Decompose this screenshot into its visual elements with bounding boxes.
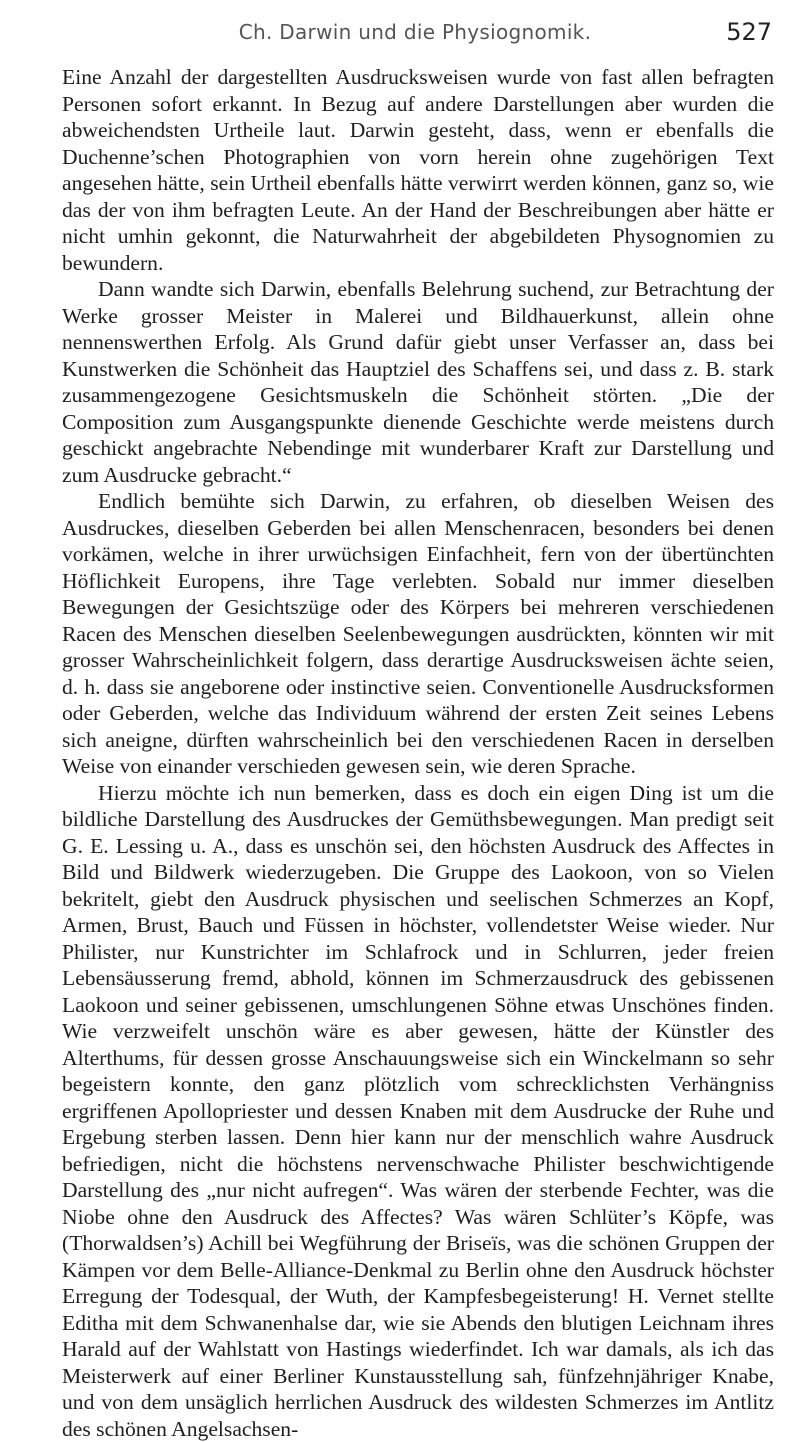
- paragraph: Endlich bemühte sich Darwin, zu erfahren, ob dieselben Weisen des Ausdruckes, dieselben Geberden bei allen Menschenracen, besonders bei denen vorkämen, welche in ihrer urwüchsigen Einfachheit, fern von der übertünchten Höflichkeit Europens, ihre Tage verlebten. Sobald nur immer dieselben Bewegungen der Gesichtszüge oder des Körpers bei mehreren verschiedenen Racen des Menschen dieselben Seelenbewegungen ausdrückten, könnten wir mit grosser Wahrscheinlichkeit folgern, dass derartige Ausdrucksweisen ächte seien, d. h. dass sie angeborene oder instinctive seien. Conventionelle Ausdrucksformen oder Geberden, welche das Individuum während der ersten Zeit seines Lebens sich aneigne, dürften wahrscheinlich bei den verschiedenen Racen in derselben Weise von einander verschieden gewesen sein, wie deren Sprache.: [62, 488, 774, 780]
- page-number: 527: [726, 18, 772, 46]
- body-text: [62, 64, 774, 1442]
- paragraph: Eine Anzahl der dargestellten Ausdrucksweisen wurde von fast allen befragten Personen sofort erkannt. In Bezug auf andere Darstellungen aber wurden die abweichendsten Urtheile laut. Darwin gesteht, dass, wenn er ebenfalls die Duchenne’schen Photographien von vorn herein ohne zugehörigen Text angesehen hätte, sein Urtheil ebenfalls hätte verwirrt werden können, ganz so, wie das der von ihm befragten Leute. An der Hand der Beschreibungen aber hätte er nicht umhin gekonnt, die Naturwahrheit der abgebildeten Physognomien zu bewundern.: [62, 64, 774, 276]
- paragraph: Hierzu möchte ich nun bemerken, dass es doch ein eigen Ding ist um die bildliche Darstellung des Ausdruckes der Gemüthsbewegungen. Man predigt seit G. E. Lessing u. A., dass es unschön sei, den höchsten Ausdruck des Affectes in Bild und Bildwerk wiederzugeben. Die Gruppe des Laokoon, von so Vielen bekritelt, giebt den Ausdruck physischen und seelischen Schmerzes an Kopf, Armen, Brust, Bauch und Füssen in höchster, vollendetster Weise wieder. Nur Philister, nur Kunstrichter im Schlafrock und in Schlurren, jeder freien Lebensäusserung fremd, abhold, können im Schmerzausdruck des gebissenen Laokoon und seiner gebissenen, umschlungenen Söhne etwas Unschönes finden. Wie verzweifelt unschön wäre es aber gewesen, hätte der Künstler des Alterthums, für dessen grosse Anschauungsweise sich ein Winckelmann so sehr begeistern konnte, den ganz plötzlich vom schrecklichsten Verhängniss ergriffenen Apollopriester und dessen Knaben mit dem Ausdrucke der Ruhe und Ergebung sterben lassen. Denn hier kann nur der menschlich wahre Ausdruck befriedigen, nicht die höchstens nervenschwache Philister beschwichtigende Darstellung des „nur nicht aufregen“. Was wären der sterbende Fechter, was die Niobe ohne den Ausdruck des Affectes? Was wären Schlüter’s Köpfe, was (Thorwaldsen’s) Achill bei Wegführung der Briseïs, was die schönen Gruppen der Kämpen vor dem Belle-Alliance-Denkmal zu Berlin ohne den Ausdruck höchster Erregung der Todesqual, der Wuth, der Kampfesbegeisterung! H. Vernet stellte Editha mit dem Schwanenhalse dar, wie sie Abends den blutigen Leichnam ihres Harald auf der Wahlstatt von Hastings wiederfindet. Ich war damals, als ich das Meisterwerk auf einer Berliner Kunstausstellung sah, fünfzehnjähriger Knabe, und von dem unsäglich herrlichen Ausdruck des wildesten Schmerzes im Antlitz des schönen Angelsachsen-: [62, 780, 774, 1442]
- running-header: [58, 18, 772, 48]
- running-title: Ch. Darwin und die Physiognomik.: [58, 20, 772, 44]
- paragraph: Dann wandte sich Darwin, ebenfalls Belehrung suchend, zur Betrachtung der Werke grosser Meister in Malerei und Bildhauerkunst, allein ohne nennenswerthen Erfolg. Als Grund dafür giebt unser Verfasser an, dass bei Kunstwerken die Schönheit das Hauptziel des Schaffens sei, und dass z. B. stark zusammengezogene Gesichtsmuskeln die Schönheit störten. „Die der Composition zum Ausgangspunkte dienende Geschichte werde meistens durch geschickt angebrachte Nebendinge mit wunderbarer Kraft zur Darstellung und zum Ausdrucke gebracht.“: [62, 276, 774, 488]
